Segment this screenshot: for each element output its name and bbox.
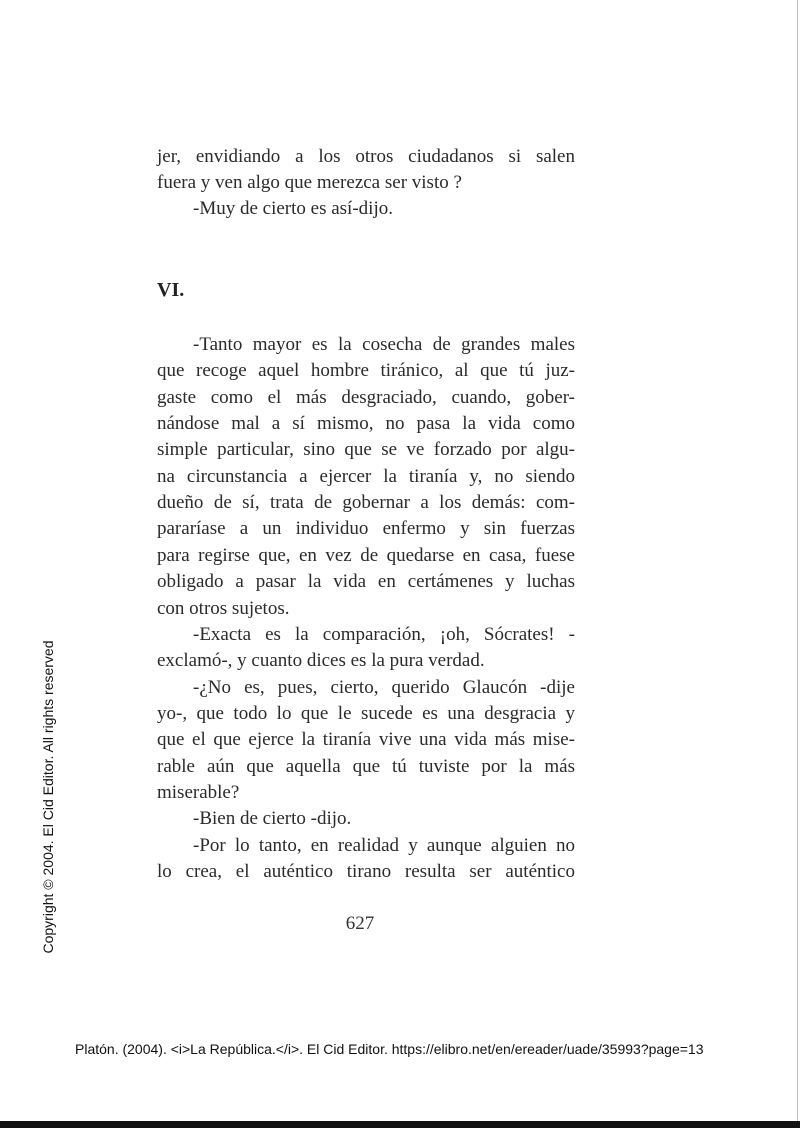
text-line: simple particular, sino que se ve forzado por algu- <box>157 439 575 461</box>
text-line: nándose mal a sí mismo, no pasa la vida como <box>157 413 575 435</box>
text-line: -¿No es, pues, cierto, querido Glaucón -dije <box>193 676 575 698</box>
citation-footer: Platón. (2004). <i>La República.</i>. El Cid Editor. https://elibro.net/en/ereader/uade/35993?page=13 <box>75 1041 704 1057</box>
text-line: gaste como el más desgraciado, cuando, gober- <box>157 386 575 408</box>
text-line: -Por lo tanto, en realidad y aunque alguien no <box>193 834 575 856</box>
text-line: que el que ejerce la tiranía vive una vida más mise- <box>157 729 575 751</box>
text-line: -Bien de cierto -dijo. <box>193 808 352 830</box>
copyright-notice: Copyright © 2004. El Cid Editor. All rights reserved <box>40 640 56 954</box>
text-line: miserable? <box>157 781 240 803</box>
text-line: -Exacta es la comparación, ¡oh, Sócrates! - <box>193 623 575 645</box>
text-line: obligado a pasar la vida en certámenes y luchas <box>157 571 575 593</box>
text-line: -Tanto mayor es la cosecha de grandes males <box>193 334 575 355</box>
text-line: fuera y ven algo que merezca ser visto ? <box>157 172 462 193</box>
text-line: que recoge aquel hombre tiránico, al que tú juz- <box>157 360 575 382</box>
text-line: na circunstancia a ejercer la tiranía y, no siendo <box>157 465 575 487</box>
text-line: jer, envidiando a los otros ciudadanos si salen <box>157 146 575 167</box>
text-line: rable aún que aquella que tú tuviste por la más <box>157 755 575 777</box>
text-line: lo crea, el auténtico tirano resulta ser auténtico <box>157 861 575 882</box>
text-line: para regirse que, en vez de quedarse en casa, fuese <box>157 544 575 566</box>
text-line: exclamó-, y cuanto dices es la pura verdad. <box>157 650 485 672</box>
bottom-border <box>0 1121 800 1128</box>
text-line: pararíase a un individuo enfermo y sin fuerzas <box>157 518 575 540</box>
text-line: con otros sujetos. <box>157 597 290 619</box>
text-line: dueño de sí, trata de gobernar a los demás: com- <box>157 492 575 514</box>
section-heading: VI. <box>157 279 185 301</box>
text-line: -Muy de cierto es así-dijo. <box>193 198 393 219</box>
text-line: yo-, que todo lo que le sucede es una desgracia y <box>157 702 575 724</box>
page-number: 627 <box>345 913 375 934</box>
